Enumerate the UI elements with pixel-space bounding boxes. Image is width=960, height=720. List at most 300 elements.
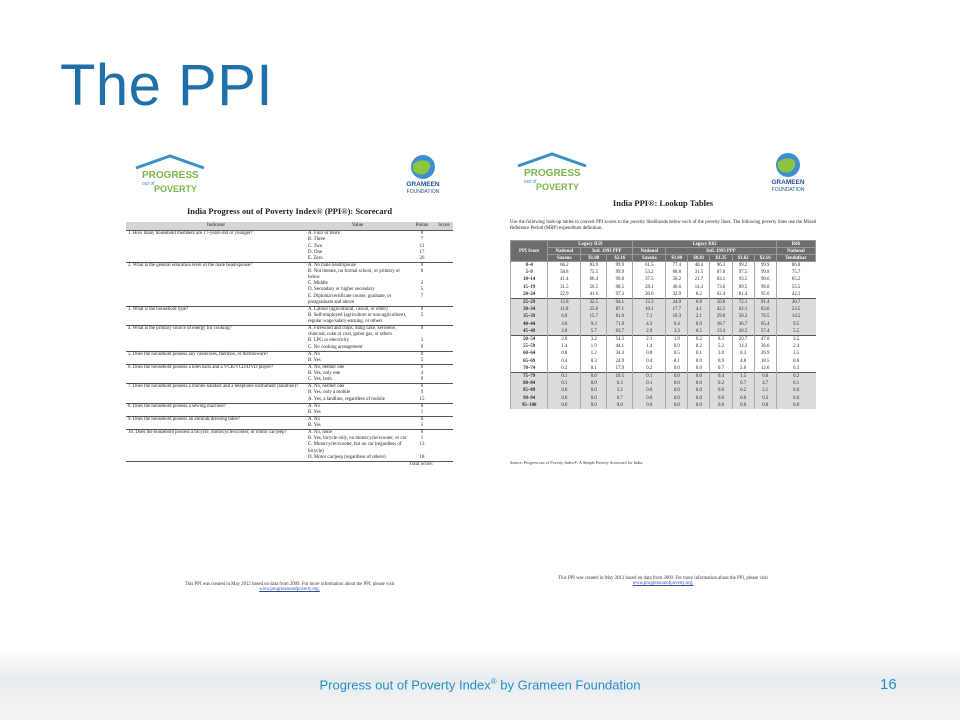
indicator-value: B. Yes, only a mobile [308,390,350,396]
indicator-value: C. Motorcycle/scooter, but no car (regardless of bicycle) [308,442,402,454]
header-national: National [776,248,815,255]
lookup-row [511,291,816,299]
likelihood-cell: 12.6 [754,365,776,373]
likelihood-cell: 15.8 [548,299,581,307]
likelihood-cell: 17.7 [666,306,688,313]
indicator-value: A. Firewood and chips, dung cake, kerosene, charcoal, coke or coal, gobar gas, or others [306,326,409,339]
indicator-value: B. Yes, only one [308,371,341,376]
header-poverty-line: $1.08 [666,255,688,262]
score-cell[interactable] [435,269,453,281]
likelihood-cell: 0.0 [666,402,688,409]
likelihood-cell: 0.0 [633,387,666,394]
likelihood-cell: 0.1 [633,373,666,381]
indicator-value: B. Three [308,237,326,243]
score-cell[interactable] [435,306,453,313]
likelihood-cell: 0.0 [688,365,710,373]
indicator-points: 5 [420,287,424,293]
likelihood-cell: 0.0 [688,387,710,394]
header-national: National [548,248,581,255]
scorecard-footer-text: This PPI was created in May 2012 based on data from 2009. For more information about the PPI, please visit [184,582,395,587]
likelihood-cell: 87.0 [710,269,732,276]
likelihood-cell: 0.2 [688,336,710,344]
scorecard-body [126,231,453,468]
likelihood-cell: 58.8 [548,269,581,276]
lookup-footer-link[interactable]: www.progressoutofpoverty.org. [632,581,694,586]
footer-suffix: by Grameen Foundation [496,677,641,693]
indicator-points: 0 [409,430,435,437]
likelihood-cell: 0.0 [688,380,710,387]
indicator-value: C. Yes, both [308,377,332,383]
likelihood-cell: 0.1 [776,380,815,387]
likelihood-cell: 81.4 [732,291,754,299]
likelihood-cell: 0.0 [581,395,607,402]
likelihood-cell: 2.0 [548,336,581,344]
likelihood-cell: 0.8 [548,350,581,357]
likelihood-cell: 10.5 [607,373,633,381]
header-group-r59: Legacy R59 [548,241,633,248]
indicator-value: E. Diploma/certificate course, graduate, or postgraduate and above [308,293,392,305]
likelihood-cell: 0.5 [666,350,688,357]
likelihood-cell: 96.3 [710,262,732,270]
score-cell[interactable] [435,358,453,365]
indicator-points: 7 [420,237,424,243]
likelihood-cell: 0.0 [688,402,710,409]
likelihood-cell: 99.8 [754,269,776,276]
likelihood-cell: 2.9 [633,328,666,336]
score-cell[interactable] [435,397,453,404]
header-value: Value [306,222,409,231]
likelihood-cell: 0.2 [776,373,815,381]
likelihood-cell: 3.2 [607,387,633,394]
header-poverty-line: Saxena [548,255,581,262]
likelihood-cell: 5.2 [710,343,732,350]
indicator-question: 1. How many household members are 17-years-old or younger? [126,231,306,263]
likelihood-cell: 0.2 [548,365,581,373]
indicator-value: B. Yes [308,409,321,415]
likelihood-cell: 98.6 [754,276,776,283]
likelihood-cell: 0.2 [688,343,710,350]
indicator-value: A. No, neither one [306,364,409,371]
gf-word-1: GRAMEEN [771,179,805,186]
indicator-points: 0 [409,351,435,358]
indicator-value: B. Yes [308,357,321,363]
lookup-row [511,262,816,270]
likelihood-cell: 2.4 [776,343,815,350]
likelihood-cell: 1.4 [633,343,666,350]
header-poverty-line: $1.62 [732,255,754,262]
scorecard-title: India Progress out of Poverty Index® (PPI®): Scorecard [186,206,393,216]
scorecard-row [126,430,453,437]
likelihood-cell: 0.2 [732,387,754,394]
likelihood-cell: 5.5 [776,328,815,336]
indicator-points: 18 [419,454,425,460]
header-poverty-lines [511,255,816,262]
indicator-points: 9 [420,377,424,383]
likelihood-cell: 44.1 [607,343,633,350]
likelihood-cell: 2.6 [732,365,754,373]
likelihood-cell: 18.7 [710,321,732,328]
lookup-row [511,365,816,373]
likelihood-cell: 25.0 [581,306,607,313]
likelihood-cell: 10.3 [666,313,688,320]
likelihood-cell: 28.5 [732,328,754,336]
indicator-points: 0 [420,269,424,274]
likelihood-cell: 3.2 [581,336,607,344]
likelihood-cell: 97.3 [607,291,633,299]
gf-word-1: GRAMEEN [406,181,440,188]
scorecard-row [126,351,453,358]
likelihood-cell: 75.7 [776,269,815,276]
likelihood-cell: 3.0 [710,350,732,357]
score-cell[interactable] [435,377,453,384]
likelihood-cell: 86.8 [776,262,815,270]
likelihood-cell: 0.0 [754,402,776,409]
indicator-points: 0 [409,306,435,313]
likelihood-cell: 4.3 [633,321,666,328]
score-range: 45–49 [511,328,548,336]
indicator-question: 7. Does the household possess a mobile handset and a telephone instrument (landline)? [126,384,306,403]
likelihood-cell: 20.7 [732,336,754,344]
likelihood-cell: 50.6 [710,299,732,307]
likelihood-cell: 41.6 [581,291,607,299]
lookup-intro: Use the following look-up tables to convert PPI scores to the poverty likelihoods below each of the poverty lines. The following poverty lines use the Mixed Reference Period (MRP) expenditure definition. [510,220,816,232]
lookup-row [511,336,816,344]
score-cell[interactable] [435,231,453,238]
likelihood-cell: 72.1 [732,299,754,307]
likelihood-cell: 65.4 [754,321,776,328]
score-cell[interactable] [435,442,453,454]
likelihood-cell: 42.2 [710,306,732,313]
logo-word-2: out of [142,181,155,187]
indicator-value: A. Four or more [306,231,409,238]
score-cell[interactable] [435,384,453,391]
likelihood-cell: 6.9 [548,313,581,320]
indicator-value: A. No [306,416,409,423]
progress-out-of-poverty-logo [512,152,592,192]
likelihood-cell: 0.8 [633,350,666,357]
likelihood-cell: 62.1 [732,306,754,313]
score-cell[interactable] [435,294,453,307]
indicator-value: B. Self-employed (agriculture or non-agriculture), regular wage/salary-earning, or others [308,312,407,324]
header-indicator: Indicator [126,222,306,231]
likelihood-cell: 24.9 [607,358,633,365]
likelihood-cell: 32.5 [581,299,607,307]
indicator-value: A. No male head/spouse [306,262,409,269]
likelihood-cell: 1.4 [548,343,581,350]
likelihood-cell: 94.1 [607,299,633,307]
likelihood-cell: 1.9 [581,343,607,350]
lookup-row [511,343,816,350]
likelihood-cell: 1.2 [581,350,607,357]
likelihood-cell: 22.9 [548,291,581,299]
indicator-points: 3 [420,281,424,287]
lookup-footer-text: This PPI was created in May 2012 based on data from 2009. For more information about the PPI, please visit [558,576,768,581]
score-cell[interactable] [435,313,453,326]
indicator-value: A. Labour (agricultural, casual, or other) [306,306,409,313]
score-range: 90–94 [511,395,548,402]
header-poverty-line: $2.16 [607,255,633,262]
likelihood-cell: 8.3 [710,336,732,344]
likelihood-cell: 0.0 [666,373,688,381]
score-range: 40–44 [511,321,548,328]
score-cell[interactable] [435,410,453,417]
lookup-row [511,358,816,365]
likelihood-cell: 20.6 [633,291,666,299]
indicator-question: 9. Does the household possess an almirah/dressing table? [126,416,306,429]
likelihood-cell: 14.3 [688,284,710,291]
scorecard-footer-link[interactable]: www.progressoutofpoverty.org. [259,587,320,592]
scorecard-row [126,231,453,238]
indicator-points: 9 [420,390,424,396]
likelihood-cell: 0.7 [607,395,633,402]
likelihood-cell: 0.0 [548,395,581,402]
likelihood-cell: 2.1 [688,313,710,320]
likelihood-cell: 29.0 [710,313,732,320]
slide-footer [0,677,960,692]
likelihood-cell: 0.1 [581,365,607,373]
lookup-table [510,240,816,409]
likelihood-cell: 0.0 [666,365,688,373]
likelihood-cell: 99.0 [607,276,633,283]
likelihood-cell: 81.0 [607,313,633,320]
total-row [126,461,453,468]
score-cell[interactable] [435,403,453,410]
likelihood-cell: 83.1 [710,276,732,283]
indicator-points: 3 [420,338,424,344]
likelihood-cell: 7.1 [633,313,666,320]
score-cell[interactable] [435,364,453,371]
likelihood-cell: 18.5 [754,358,776,365]
likelihood-cell: 0.9 [666,343,688,350]
score-cell[interactable] [435,351,453,358]
score-cell[interactable] [435,345,453,352]
score-range: 75–79 [511,373,548,381]
scorecard-document [122,150,457,600]
indicator-points: 11 [419,243,425,249]
indicator-value: B. LPG or electricity [308,338,350,344]
lookup-group-3 [511,336,816,373]
likelihood-cell: 77.4 [666,262,688,270]
likelihood-cell: 87.1 [607,306,633,313]
likelihood-cell: 0.0 [581,402,607,409]
likelihood-cell: 0.0 [633,395,666,402]
indicator-value: A. No, neither one [306,384,409,391]
likelihood-cell: 9.5 [776,321,815,328]
lookup-row [511,387,816,394]
indicator-value: D. Secondary or higher secondary [308,287,375,293]
scorecard-footer-note [122,582,457,592]
lookup-source: Source: Progress out of Poverty Index®: A Simple Poverty Scorecard for India. [510,460,644,465]
indicator-value: C. Middle [308,281,328,287]
likelihood-cell: 11.8 [548,306,581,313]
indicator-question: 8. Does the household possess a sewing machine? [126,403,306,416]
likelihood-cell: 26.9 [754,350,776,357]
likelihood-cell: 89.5 [732,284,754,291]
likelihood-cell: 46.6 [666,284,688,291]
likelihood-cell: 99.9 [607,269,633,276]
score-range: 85–89 [511,387,548,394]
likelihood-cell: 98.5 [607,284,633,291]
scorecard-row [126,384,453,391]
footer-text: Progress out of Poverty Index [319,677,491,693]
gf-word-2: FOUNDATION [406,189,440,195]
indicator-points: 5 [420,357,424,363]
progress-out-of-poverty-logo [130,154,210,194]
likelihood-cell: 57.4 [754,328,776,336]
likelihood-cell: 66.4 [581,276,607,283]
likelihood-cell: 0.0 [732,395,754,402]
likelihood-cell: 6.4 [666,321,688,328]
indicator-points: 5 [420,312,424,318]
likelihood-cell: 1.9 [666,336,688,344]
likelihood-cell: 3.5 [776,336,815,344]
likelihood-cell: 0.2 [633,365,666,373]
lookup-title: India PPI®: Lookup Tables [612,198,714,208]
likelihood-cell: 0.3 [754,395,776,402]
indicator-value: D. Motor car/jeep (regardless of others) [308,454,386,460]
likelihood-cell: 62.4 [710,291,732,299]
page-number: 16 [880,676,897,693]
logo-word-1: PROGRESS [142,170,199,181]
score-range: 80–84 [511,380,548,387]
likelihood-cell: 3.3 [666,328,688,336]
likelihood-cell: 0.0 [666,387,688,394]
score-cell[interactable] [435,326,453,339]
likelihood-cell: 34.3 [607,350,633,357]
indicator-value: E. Zero [308,255,323,261]
total-score-cell[interactable] [435,461,453,468]
lookup-row [511,321,816,328]
likelihood-cell: 0.0 [732,402,754,409]
indicator-value: A. Yes, a landline, regardless of mobile [308,396,385,402]
likelihood-cell: 6.8 [688,299,710,307]
header-poverty-line: $0.81 [688,255,710,262]
lookup-group-2 [511,299,816,336]
indicator-points: 26 [419,255,425,261]
likelihood-cell: 13.3 [633,299,666,307]
likelihood-cell: 0.0 [776,387,815,394]
likelihood-cell: 0.1 [633,380,666,387]
likelihood-cell: 83.6 [754,306,776,313]
header-group-r66: R66 [776,241,815,248]
score-range: 30–34 [511,306,548,313]
indicator-points: 0 [409,231,435,238]
score-range: 25–29 [511,299,548,307]
header-poverty-line: Tendulkar [776,255,815,262]
lookup-row [511,299,816,307]
score-cell[interactable] [435,416,453,423]
header-score: Score [435,222,453,231]
likelihood-cell: 0.0 [688,373,710,381]
likelihood-cell: 36.7 [732,321,754,328]
score-range: 65–69 [511,358,548,365]
likelihood-cell: 0.1 [688,350,710,357]
lookup-row [511,306,816,313]
lookup-row [511,395,816,402]
score-cell[interactable] [435,455,453,462]
score-cell[interactable] [435,256,453,263]
likelihood-cell: 97.5 [732,269,754,276]
likelihood-cell: 4.1 [688,306,710,313]
lookup-row [511,328,816,336]
likelihood-cell: 14.5 [776,313,815,320]
likelihood-cell: 0.6 [776,358,815,365]
likelihood-cell: 2.1 [754,387,776,394]
indicator-points: 0 [409,262,435,269]
likelihood-cell: 0.0 [710,395,732,402]
likelihood-cell: 0.0 [548,387,581,394]
indicator-points: 4 [420,371,424,376]
slide-title: The PPI [60,53,274,118]
score-range: 5–9 [511,269,548,276]
likelihood-cell: 37.5 [633,276,666,283]
likelihood-cell: 8.3 [732,350,754,357]
header-poverty-line: $1.35 [710,255,732,262]
score-range: 35–39 [511,313,548,320]
lookup-row [511,276,816,283]
likelihood-cell: 0.0 [776,402,815,409]
header-poverty-line: $1.08 [581,255,607,262]
indicator-value: C. No cooking arrangement [308,344,363,350]
likelihood-cell: 13.3 [710,328,732,336]
likelihood-cell: 47.0 [754,336,776,344]
likelihood-cell: 0.7 [732,380,754,387]
indicator-question: 5. Does the household possess any casseroles, thermos, or thermoware? [126,351,306,364]
likelihood-cell: 5.7 [581,328,607,336]
likelihood-cell: 0.0 [607,402,633,409]
likelihood-cell: 54.3 [607,336,633,344]
likelihood-cell: 6.3 [607,380,633,387]
likelihood-cell: 99.9 [754,262,776,270]
indicator-question: 2. What is the general education level of the male head/spouse? [126,262,306,306]
indicator-value: B. Yes [308,423,321,428]
likelihood-cell: 66.2 [548,262,581,270]
likelihood-cell: 0.0 [688,395,710,402]
likelihood-cell: 0.1 [666,358,688,365]
indicator-value: B. Yes, bicycle only, no motorcycle/scooter, or car [308,436,407,442]
likelihood-cell: 53.2 [633,269,666,276]
likelihood-cell: 65.2 [776,276,815,283]
lookup-group-1 [511,262,816,299]
indicator-value: D. One [308,249,323,255]
lookup-group-4 [511,373,816,410]
indicator-value: A. No [306,403,409,410]
likelihood-cell: 4.6 [548,321,581,328]
likelihood-cell: 36.6 [754,343,776,350]
likelihood-cell: 1.5 [732,373,754,381]
indicator-value: A. No, none [306,430,409,437]
indicator-question: 10. Does the household possess a bicycle, motorcycle/scooter, or motor car/jeep? [126,430,306,462]
header-ppi-score: PPI Score [511,241,548,262]
score-cell[interactable] [435,430,453,437]
header-intl-ppp: Intl. 1993 PPP [581,248,633,255]
header-poverty-line: Saxena [633,255,666,262]
likelihood-cell: 56.2 [666,276,688,283]
likelihood-cell: 0.4 [548,358,581,365]
indicator-points: 1 [420,436,424,442]
indicator-points: 9 [420,344,424,350]
likelihood-cell: 75.5 [581,269,607,276]
likelihood-cell: 10.1 [633,306,666,313]
likelihood-cell: 31.5 [688,269,710,276]
likelihood-cell: 23.5 [776,306,815,313]
score-cell[interactable] [435,423,453,430]
score-cell[interactable] [435,262,453,269]
logo-word-3: POVERTY [154,184,198,194]
lookup-row [511,284,816,291]
likelihood-cell: 0.0 [548,402,581,409]
indicator-points: 17 [419,249,425,255]
